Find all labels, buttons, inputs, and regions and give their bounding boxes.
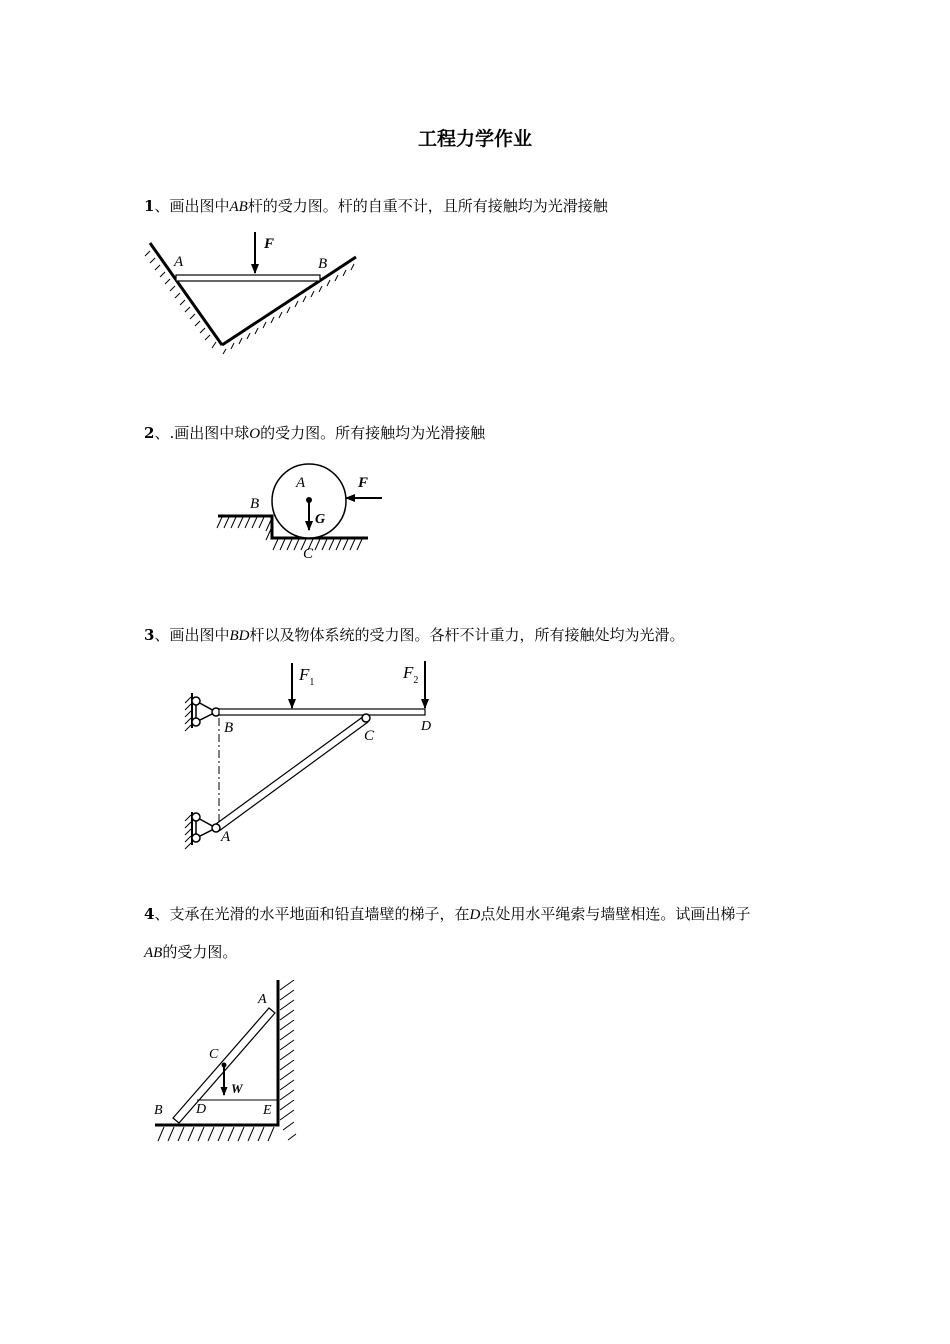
label-f2: $F_2$ — [403, 663, 419, 686]
label-w: W — [231, 1081, 243, 1096]
variable: BD — [229, 628, 250, 644]
label-b: B — [318, 256, 328, 272]
label-b: B — [250, 496, 260, 512]
figure-1-v-groove — [140, 225, 370, 355]
question-2-text: 2、.画出图中球O的受力图。所有接触均为光滑接触 — [144, 424, 486, 442]
figure-2-ball — [210, 455, 390, 565]
variable: D — [469, 907, 481, 923]
label-d: D — [196, 1102, 207, 1117]
floor-hatching — [158, 1127, 274, 1141]
support-b — [185, 693, 220, 731]
question-4-line1: 4、支承在光滑的水平地面和铅直墙壁的梯子，在D点处用水平绳索与墙壁相连。试画出梯子 — [144, 905, 751, 923]
label-a: A — [296, 475, 306, 491]
question-number: 3 — [144, 626, 155, 644]
label-c: C — [303, 546, 314, 562]
label-a: A — [221, 829, 231, 845]
document-title: 工程力学作业 — [417, 128, 532, 150]
label-c: C — [209, 1047, 219, 1062]
wall-hatching — [280, 980, 296, 1140]
variable: O — [249, 426, 261, 442]
label-b: B — [154, 1103, 163, 1118]
question-number: 2 — [144, 424, 155, 442]
variable: AB — [229, 199, 248, 215]
figure-3-truss — [180, 655, 440, 850]
question-3-text: 3、画出图中BD杆以及物体系统的受力图。各杆不计重力，所有接触处均为光滑。 — [144, 626, 685, 644]
label-f: F — [264, 236, 275, 252]
label-g: G — [315, 512, 326, 527]
question-number: 4 — [144, 905, 155, 923]
rod-ab — [176, 275, 320, 281]
label-a: A — [174, 254, 184, 270]
rod-ac — [216, 716, 368, 831]
figure-4-ladder — [150, 975, 310, 1150]
question-4-line2: AB的受力图。 — [144, 943, 238, 961]
question-number: 1 — [144, 197, 155, 215]
label-c: C — [364, 728, 375, 744]
label-d: D — [421, 719, 432, 734]
question-1-text: 1、画出图中AB杆的受力图。杆的自重不计，且所有接触均为光滑接触 — [144, 197, 608, 215]
support-a — [185, 812, 220, 849]
label-b: B — [224, 720, 234, 736]
rod-bd — [219, 709, 425, 715]
variable: AB — [144, 945, 163, 961]
label-a: A — [258, 992, 267, 1007]
label-f: F — [358, 475, 369, 491]
label-e: E — [263, 1103, 272, 1118]
pin-c — [362, 714, 370, 722]
label-f1: $F_1$ — [299, 665, 315, 688]
